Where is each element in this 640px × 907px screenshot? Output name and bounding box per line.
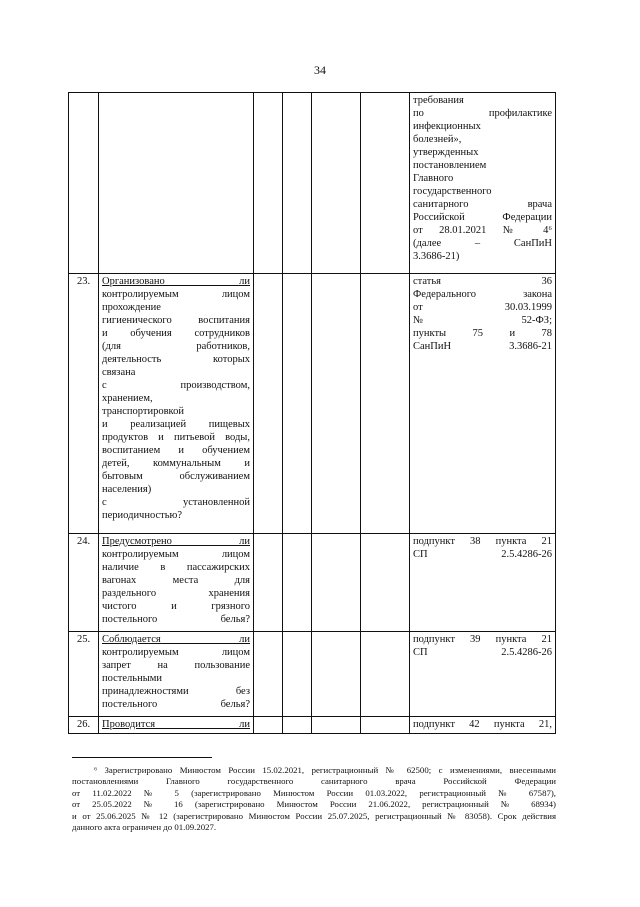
reference-line: Главного — [413, 173, 454, 184]
question-line: продуктов и питьевой воды, — [102, 432, 250, 443]
empty-cell — [361, 717, 410, 734]
reference-line: (далее – СанПиН — [413, 238, 552, 249]
reference-line: № 52-ФЗ; — [413, 315, 552, 326]
empty-cell — [254, 93, 283, 274]
reference-cell — [410, 717, 556, 734]
footnote-line: от 25.05.2022 № 16 (зарегистрировано Минюстом России 21.06.2022, регистрационный № 68934) — [72, 799, 556, 810]
question-line: наличие в пассажирских — [102, 562, 250, 573]
question-cell — [99, 534, 254, 632]
table-row — [69, 717, 556, 734]
question-line: контролируемым лицом — [102, 647, 250, 658]
question-line: деятельность которых — [102, 354, 250, 365]
question-line: Организовано ли — [102, 276, 250, 287]
question-line: постельного белья? — [102, 614, 250, 625]
reference-line: СП 2.5.4286-26 — [413, 549, 552, 560]
row-number: 23. — [69, 274, 99, 534]
question-cell — [99, 93, 254, 274]
empty-cell — [361, 93, 410, 274]
empty-cell — [312, 717, 361, 734]
footnote-line: постановлениями Главного государственного санитарного врача Российской Федерации — [72, 776, 556, 787]
footnote-line: данного акта ограничен до 01.09.2027. — [72, 822, 217, 833]
row-number: 25. — [69, 632, 99, 717]
reference-line: подпункт 38 пункта 21 — [413, 536, 552, 547]
question-line: транспортировкой — [102, 406, 184, 417]
question-line: периодичностью? — [102, 510, 183, 521]
question-line: воспитанием и обучением — [102, 445, 250, 456]
question-line: постельными — [102, 673, 163, 684]
question-line: хранением, — [102, 393, 153, 404]
reference-line: болезней», — [413, 134, 462, 145]
empty-cell — [312, 534, 361, 632]
empty-cell — [283, 274, 312, 534]
empty-cell — [312, 93, 361, 274]
question-line: постельного белья? — [102, 699, 250, 710]
reference-line: от 28.01.2021 № 4⁶ — [413, 225, 552, 236]
question-line: населения) — [102, 484, 152, 495]
table-row — [69, 93, 556, 274]
question-cell — [99, 274, 254, 534]
footnote-line: и от 25.06.2025 № 12 (зарегистрировано Минюстом России 25.07.2025, регистрационный № 83058). Срок действия — [72, 810, 556, 821]
reference-line: Федерального закона — [413, 289, 552, 300]
question-line: Соблюдается ли — [102, 634, 250, 645]
reference-line: СП 2.5.4286-26 — [413, 647, 552, 658]
reference-line: санитарного врача — [413, 199, 552, 210]
question-line: принадлежностями без — [102, 686, 250, 697]
question-line: (для работников, — [102, 341, 250, 352]
footnote-line: ⁶ Зарегистрировано Минюстом России 15.02.2021, регистрационный № 62500; с изменениями, внесенными — [94, 765, 556, 775]
reference-line: статья 36 — [413, 276, 552, 287]
question-line: контролируемым лицом — [102, 549, 250, 560]
table-row — [69, 534, 556, 632]
question-line: запрет на пользование — [102, 660, 250, 671]
question-line: Предусмотрено ли — [102, 536, 250, 547]
reference-cell — [410, 93, 556, 274]
empty-cell — [254, 534, 283, 632]
empty-cell — [361, 632, 410, 717]
question-line: и реализацией пищевых — [102, 419, 250, 430]
empty-cell — [312, 274, 361, 534]
empty-cell — [283, 534, 312, 632]
question-line: гигиенического воспитания — [102, 315, 250, 326]
question-line: с установленной — [102, 497, 250, 508]
row-number: 24. — [69, 534, 99, 632]
empty-cell — [312, 632, 361, 717]
row-number — [69, 93, 99, 274]
reference-line: постановлением — [413, 160, 487, 171]
reference-line: Российской Федерации — [413, 212, 552, 223]
reference-line: 3.3686-21) — [413, 251, 460, 262]
checklist-table — [68, 92, 556, 734]
question-line: Проводится ли — [102, 719, 250, 730]
reference-line: пункты 75 и 78 — [413, 328, 552, 339]
footnote — [72, 765, 556, 833]
question-line: с производством, — [102, 380, 250, 391]
empty-cell — [361, 274, 410, 534]
reference-line: от 30.03.1999 — [413, 302, 552, 313]
empty-cell — [254, 274, 283, 534]
table-row — [69, 632, 556, 717]
row-number: 26. — [69, 717, 99, 734]
reference-cell — [410, 632, 556, 717]
reference-line: подпункт 39 пункта 21 — [413, 634, 552, 645]
question-line: вагонах места для — [102, 575, 250, 586]
reference-cell — [410, 534, 556, 632]
question-line: раздельного хранения — [102, 588, 250, 599]
reference-line: инфекционных — [413, 121, 481, 132]
reference-line: по профилактике — [413, 108, 552, 119]
question-cell — [99, 717, 254, 734]
question-line: контролируемым лицом — [102, 289, 250, 300]
reference-line: требования — [413, 95, 464, 106]
empty-cell — [283, 93, 312, 274]
question-line: прохождение — [102, 302, 161, 313]
empty-cell — [283, 717, 312, 734]
reference-cell — [410, 274, 556, 534]
empty-cell — [361, 534, 410, 632]
question-line: бытовым обслуживанием — [102, 471, 250, 482]
footnote-line: от 11.02.2022 № 5 (зарегистрировано Минюстом России 01.03.2022, регистрационный № 67587), — [72, 787, 556, 798]
empty-cell — [254, 632, 283, 717]
reference-line: подпункт 42 пункта 21, — [413, 719, 552, 730]
page-number: 34 — [314, 63, 326, 77]
footnote-separator — [72, 757, 212, 758]
reference-line: СанПиН 3.3686-21 — [413, 341, 552, 352]
question-line: и обучения сотрудников — [102, 328, 250, 339]
reference-line: государственного — [413, 186, 492, 197]
empty-cell — [283, 632, 312, 717]
question-cell — [99, 632, 254, 717]
question-line: чистого и грязного — [102, 601, 250, 612]
reference-line: утвержденных — [413, 147, 479, 158]
table-row — [69, 274, 556, 534]
question-line: связана — [102, 367, 136, 378]
question-line: детей, коммунальным и — [102, 458, 250, 469]
empty-cell — [254, 717, 283, 734]
